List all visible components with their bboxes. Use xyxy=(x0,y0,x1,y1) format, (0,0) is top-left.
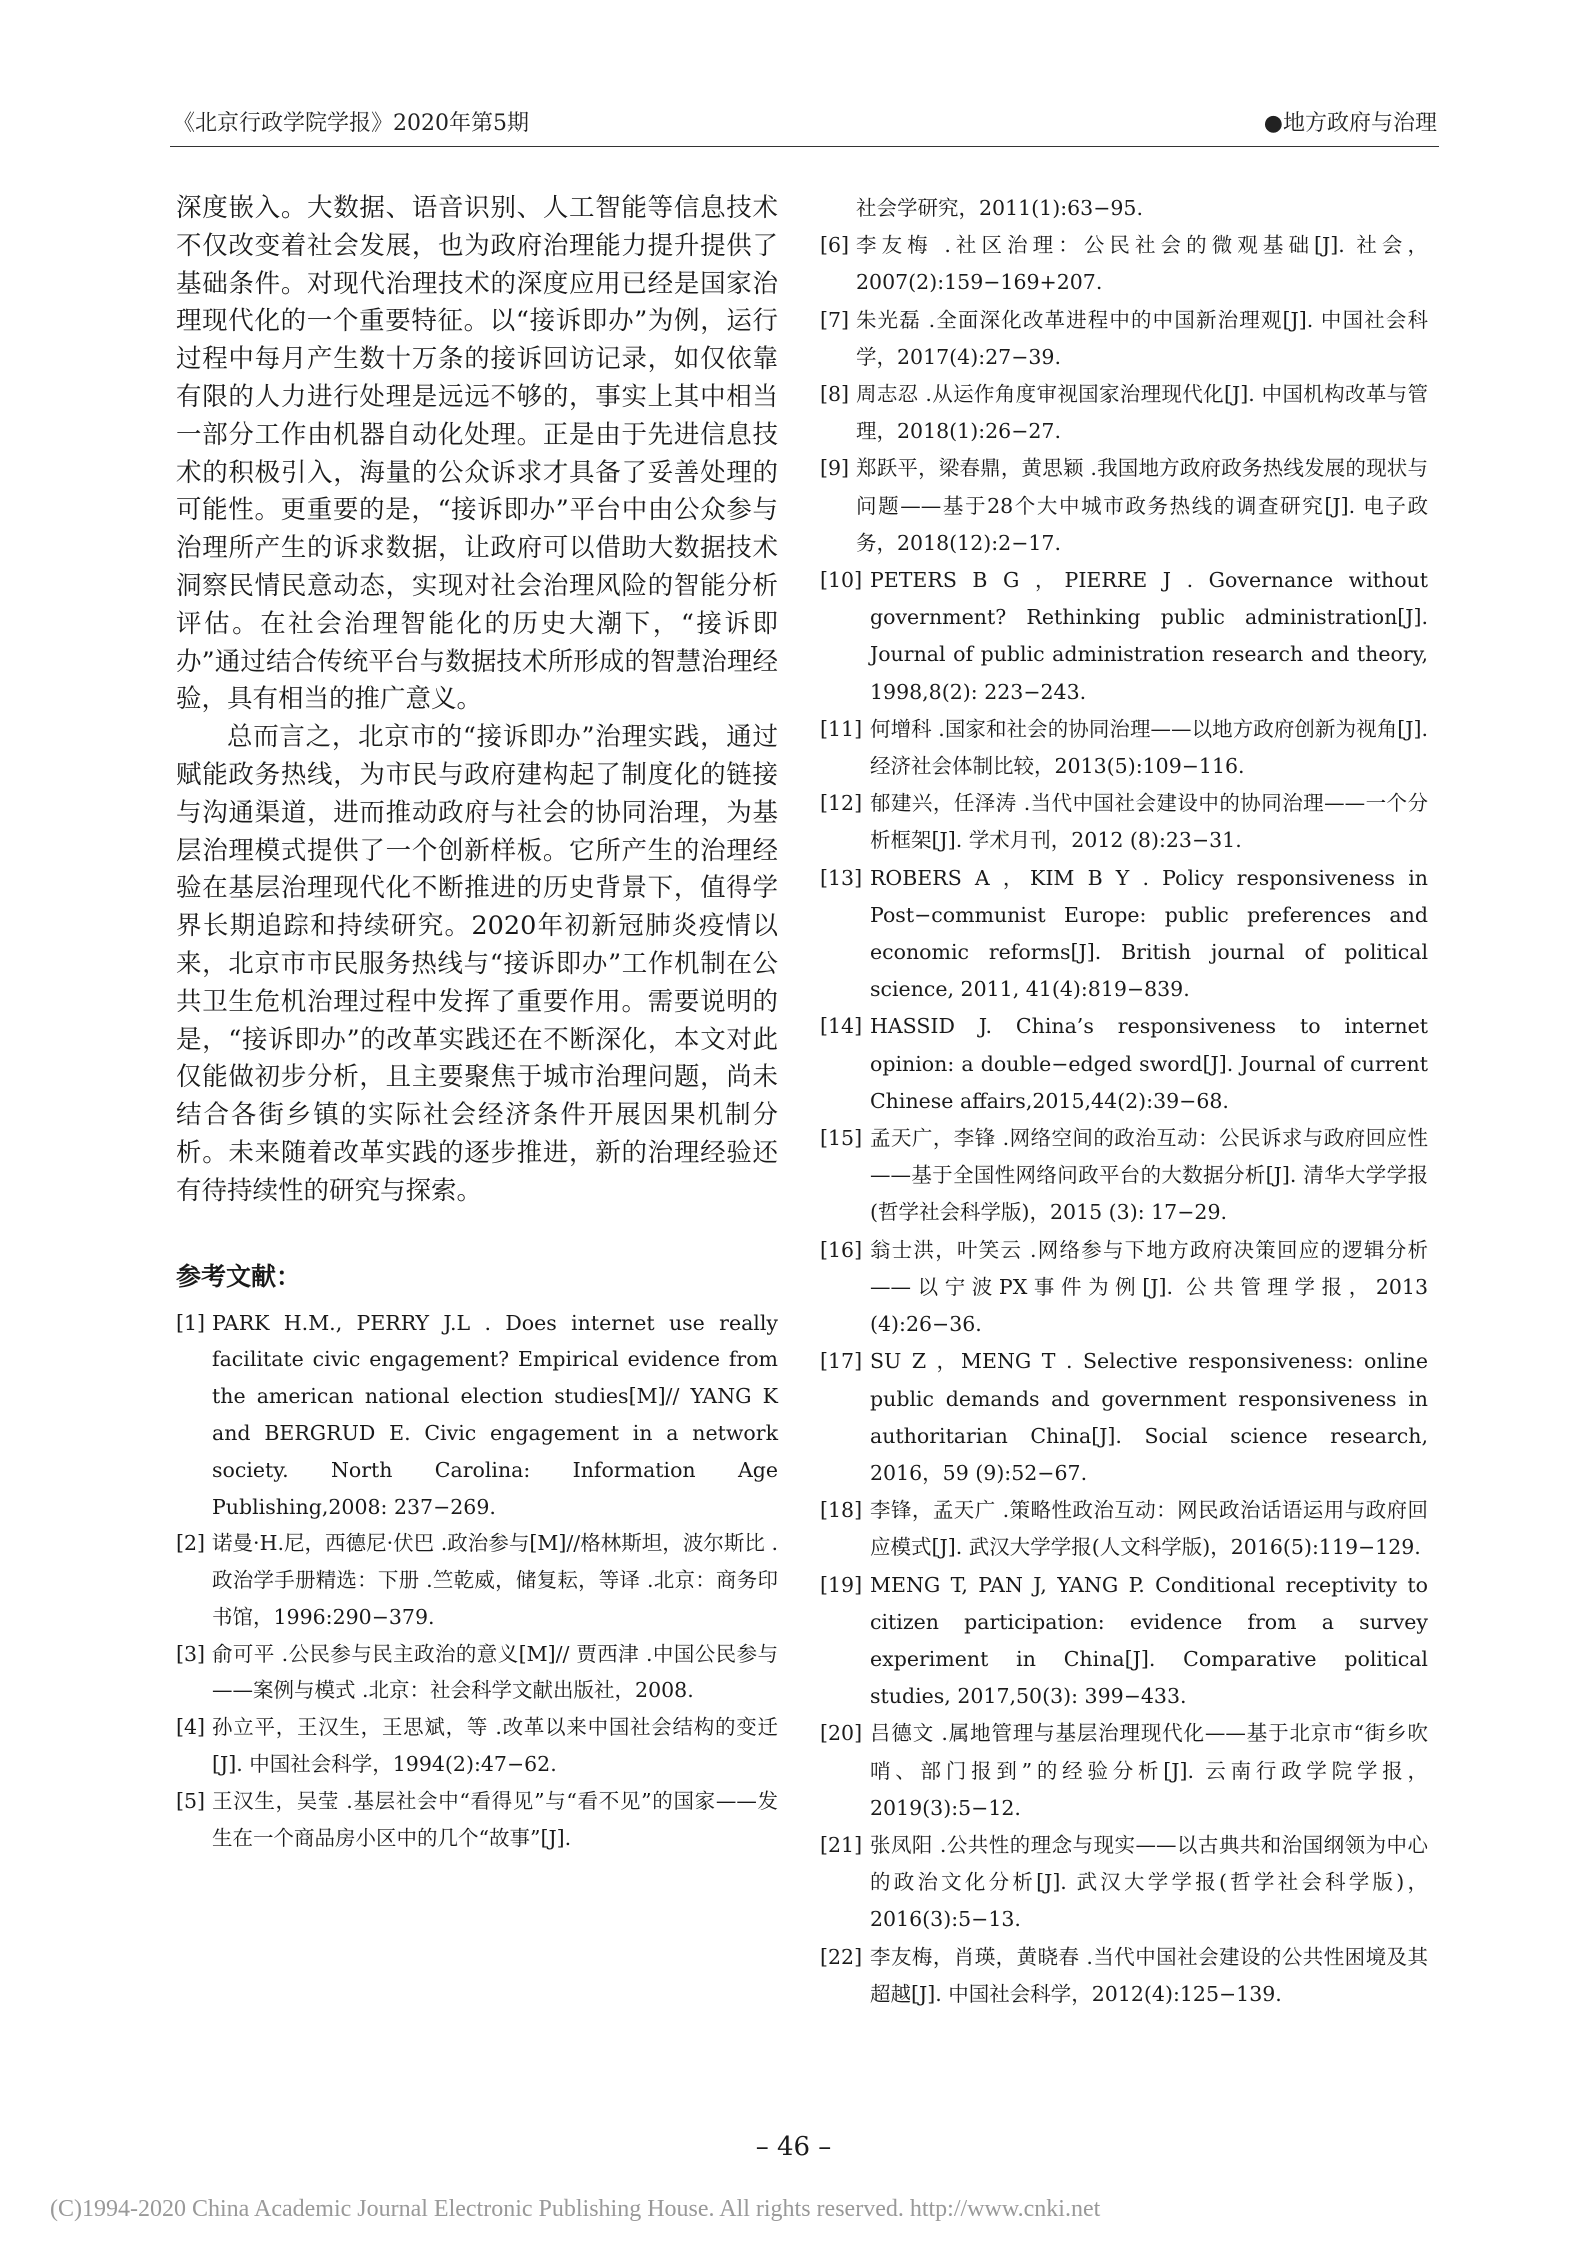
reference-number: [22] xyxy=(820,1944,863,1969)
reference-item xyxy=(820,302,1428,376)
reference-number: [9] xyxy=(820,456,850,481)
header-divider xyxy=(170,146,1439,147)
reference-item xyxy=(176,1636,778,1710)
reference-text: 周志忍 .从运作角度审视国家治理现代化[J]. 中国机构改革与管理，2018(1):26−27. xyxy=(856,382,1428,444)
reference-item xyxy=(820,227,1428,301)
reference-item xyxy=(820,1827,1428,1939)
references-title: 参考文献： xyxy=(176,1261,302,1291)
reference-number: [16] xyxy=(820,1237,863,1262)
reference-item xyxy=(820,1343,1428,1492)
reference-text: 社会学研究，2011(1):63−95. xyxy=(856,196,1143,220)
reference-number: [11] xyxy=(820,716,863,741)
reference-number: [1] xyxy=(176,1310,206,1335)
reference-number: [12] xyxy=(820,791,863,816)
reference-text: MENG T, PAN J, YANG P. Conditional receptivity to citizen participation: evidence from a survey experiment in China[J]. Comparative political studies, 2017,50(3): 399−433. xyxy=(870,1572,1428,1709)
reference-item xyxy=(820,1120,1428,1232)
reference-item xyxy=(820,1232,1428,1344)
reference-item xyxy=(176,1305,778,1526)
reference-text: 李锋，孟天广 .策略性政治互动：网民政治话语运用与政府回应模式[J]. 武汉大学学报(人文科学版)，2016(5):119−129. xyxy=(870,1498,1428,1560)
reference-number: [4] xyxy=(176,1715,206,1740)
reference-text: SU Z ，MENG T . Selective responsiveness: online public demands and government responsiveness in authoritarian China[J]. Social science research, 2016，59 (9):52−67. xyxy=(870,1349,1428,1485)
reference-item xyxy=(176,1525,778,1635)
section-header: ●地方政府与治理 xyxy=(1263,111,1437,136)
reference-item xyxy=(820,450,1428,562)
reference-item xyxy=(820,1008,1428,1120)
reference-item xyxy=(176,1709,778,1783)
reference-text: PARK H.M., PERRY J.L . Does internet use really facilitate civic engagement? Empirical evidence from the american national election studies[M]// YANG K and BERGRUD E. Civic engagement in a network society. North Carolina: Information Age Publishing,2008: 237−269. xyxy=(212,1310,778,1519)
reference-text: 李友梅，肖瑛，黄晓春 .当代中国社会建设的公共性困境及其超越[J]. 中国社会科学，2012(4):125−139. xyxy=(870,1944,1428,2006)
left-column xyxy=(176,190,778,1856)
reference-text: 俞可平 .公民参与民主政治的意义[M]// 贾西津 .中国公民参与——案例与模式 .北京：社会科学文献出版社，2008. xyxy=(212,1641,778,1703)
reference-number: [10] xyxy=(820,568,863,593)
reference-item xyxy=(820,1492,1428,1566)
reference-text: HASSID J. China’s responsiveness to internet opinion: a double−edged sword[J]. Journal of current Chinese affairs,2015,44(2):39−68. xyxy=(870,1014,1428,1113)
reference-text: 郁建兴，任泽涛 .当代中国社会建设中的协同治理——一个分析框架[J]. 学术月刊，2012 (8):23−31. xyxy=(870,791,1428,853)
reference-number: [5] xyxy=(176,1788,206,1813)
reference-number: [21] xyxy=(820,1832,863,1857)
reference-number: [19] xyxy=(820,1572,863,1597)
reference-item xyxy=(820,1939,1428,2013)
reference-number: [2] xyxy=(176,1531,206,1556)
reference-text: 王汉生，吴莹 .基层社会中“看得见”与“看不见”的国家——发生在一个商品房小区中的几个“故事”[J]. xyxy=(212,1788,778,1850)
reference-item xyxy=(820,562,1428,711)
reference-number: [18] xyxy=(820,1498,863,1523)
reference-text: 吕德文 .属地管理与基层治理现代化——基于北京市“街乡吹哨、部门报到”的经验分析[J]. 云南行政学院学报，2019(3):5−12. xyxy=(870,1721,1428,1820)
reference-text: 朱光磊 .全面深化改革进程中的中国新治理观[J]. 中国社会科学，2017(4):27−39. xyxy=(856,307,1428,369)
reference-number: [3] xyxy=(176,1641,206,1666)
reference-text: 孙立平，王汉生，王思斌，等 .改革以来中国社会结构的变迁[J]. 中国社会科学，1994(2):47−62. xyxy=(212,1715,778,1777)
reference-text: PETERS B G ，PIERRE J . Governance without government? Rethinking public administration[J]. Journal of public administration research and theory, 1998,8(2): 223−243. xyxy=(870,568,1428,704)
reference-number: [7] xyxy=(820,307,850,332)
reference-text: 张凤阳 .公共性的理念与现实——以古典共和治国纲领为中心的政治文化分析[J]. 武汉大学学报(哲学社会科学版)，2016(3):5−13. xyxy=(870,1832,1428,1932)
reference-text: 李友梅 .社区治理：公民社会的微观基础[J]. 社会，2007(2):159−169+207. xyxy=(856,233,1428,295)
reference-text: 翁士洪，叶笑云 .网络参与下地方政府决策回应的逻辑分析——以宁波PX事件为例[J]. 公共管理学报，2013 (4):26−36. xyxy=(870,1237,1428,1337)
reference-number: [20] xyxy=(820,1721,863,1746)
reference-continuation xyxy=(820,190,1428,227)
reference-item xyxy=(820,1567,1428,1716)
reference-text: 郑跃平，梁春鼎，黄思颖 .我国地方政府政务热线发展的现状与问题——基于28个大中城市政务热线的调查研究[J]. 电子政务，2018(12):2−17. xyxy=(856,456,1428,555)
body-paragraph-2: 总而言之，北京市的“接诉即办”治理实践，通过赋能政务热线，为市民与政府建构起了制度化的链接与沟通渠道，进而推动政府与社会的协同治理，为基层治理模式提供了一个创新样板。它所产生的治理经验在基层治理现代化不断推进的历史背景下，值得学界长期追踪和持续研究。2020年初新冠肺炎疫情以来，北京市市民服务热线与“接诉即办”工作机制在公共卫生危机治理过程中发挥了重要作用。需要说明的是，“接诉即办”的改革实践还在不断深化，本文对此仅能做初步分析，且主要聚焦于城市治理问题，尚未结合各街乡镇的实际社会经济条件开展因果机制分析。未来随着改革实践的逐步推进，新的治理经验还有待持续性的研究与探索。 xyxy=(176,722,778,1206)
reference-item xyxy=(820,711,1428,785)
reference-item xyxy=(820,1715,1428,1827)
reference-number: [15] xyxy=(820,1126,863,1151)
reference-number: [17] xyxy=(820,1349,863,1374)
reference-item xyxy=(820,785,1428,859)
reference-text: ROBERS A ，KIM B Y . Policy responsiveness in Post−communist Europe: public preferences and economic reforms[J]. British journal of political science, 2011, 41(4):819−839. xyxy=(870,865,1428,1002)
reference-item xyxy=(176,1783,778,1857)
body-paragraph-1: 深度嵌入。大数据、语音识别、人工智能等信息技术不仅改变着社会发展，也为政府治理能力提升提供了基础条件。对现代治理技术的深度应用已经是国家治理现代化的一个重要特征。以“接诉即办”为例，运行过程中每月产生数十万条的接诉回访记录，如仅依靠有限的人力进行处理是远远不够的，事实上其中相当一部分工作由机器自动化处理。正是由于先进信息技术的积极引入，海量的公众诉求才具备了妥善处理的可能性。更重要的是，“接诉即办”平台中由公众参与治理所产生的诉求数据，让政府可以借助大数据技术洞察民情民意动态，实现对社会治理风险的智能分析评估。在社会治理智能化的历史大潮下，“接诉即办”通过结合传统平台与数据技术所形成的智慧治理经验，具有相当的推广意义。 xyxy=(176,193,778,715)
reference-number: [14] xyxy=(820,1014,863,1039)
reference-text: 何增科 .国家和社会的协同治理——以地方政府创新为视角[J]. 经济社会体制比较，2013(5):109−116. xyxy=(870,716,1428,779)
reference-number: [13] xyxy=(820,865,863,890)
page-number: – 46 – xyxy=(755,2132,832,2162)
reference-item xyxy=(820,376,1428,450)
reference-text: 诺曼·H.尼，西德尼·伏巴 .政治参与[M]//格林斯坦，波尔斯比 .政治学手册精选：下册 .竺乾威，储复耘，等译 .北京：商务印书馆，1996:290−379. xyxy=(212,1531,778,1629)
right-column xyxy=(820,190,1428,2013)
reference-number: [8] xyxy=(820,382,850,407)
journal-header: 《北京行政学院学报》2020年第5期 xyxy=(173,111,529,136)
reference-number: [6] xyxy=(820,233,850,258)
reference-item xyxy=(820,860,1428,1009)
reference-text: 孟天广，李锋 .网络空间的政治互动：公民诉求与政府回应性——基于全国性网络问政平台的大数据分析[J]. 清华大学学报(哲学社会科学版)，2015 (3): 17−29. xyxy=(870,1126,1428,1225)
copyright-notice: (C)1994-2020 China Academic Journal Electronic Publishing House. All rights reserved. http://www.cnki.net xyxy=(50,2196,1101,2222)
